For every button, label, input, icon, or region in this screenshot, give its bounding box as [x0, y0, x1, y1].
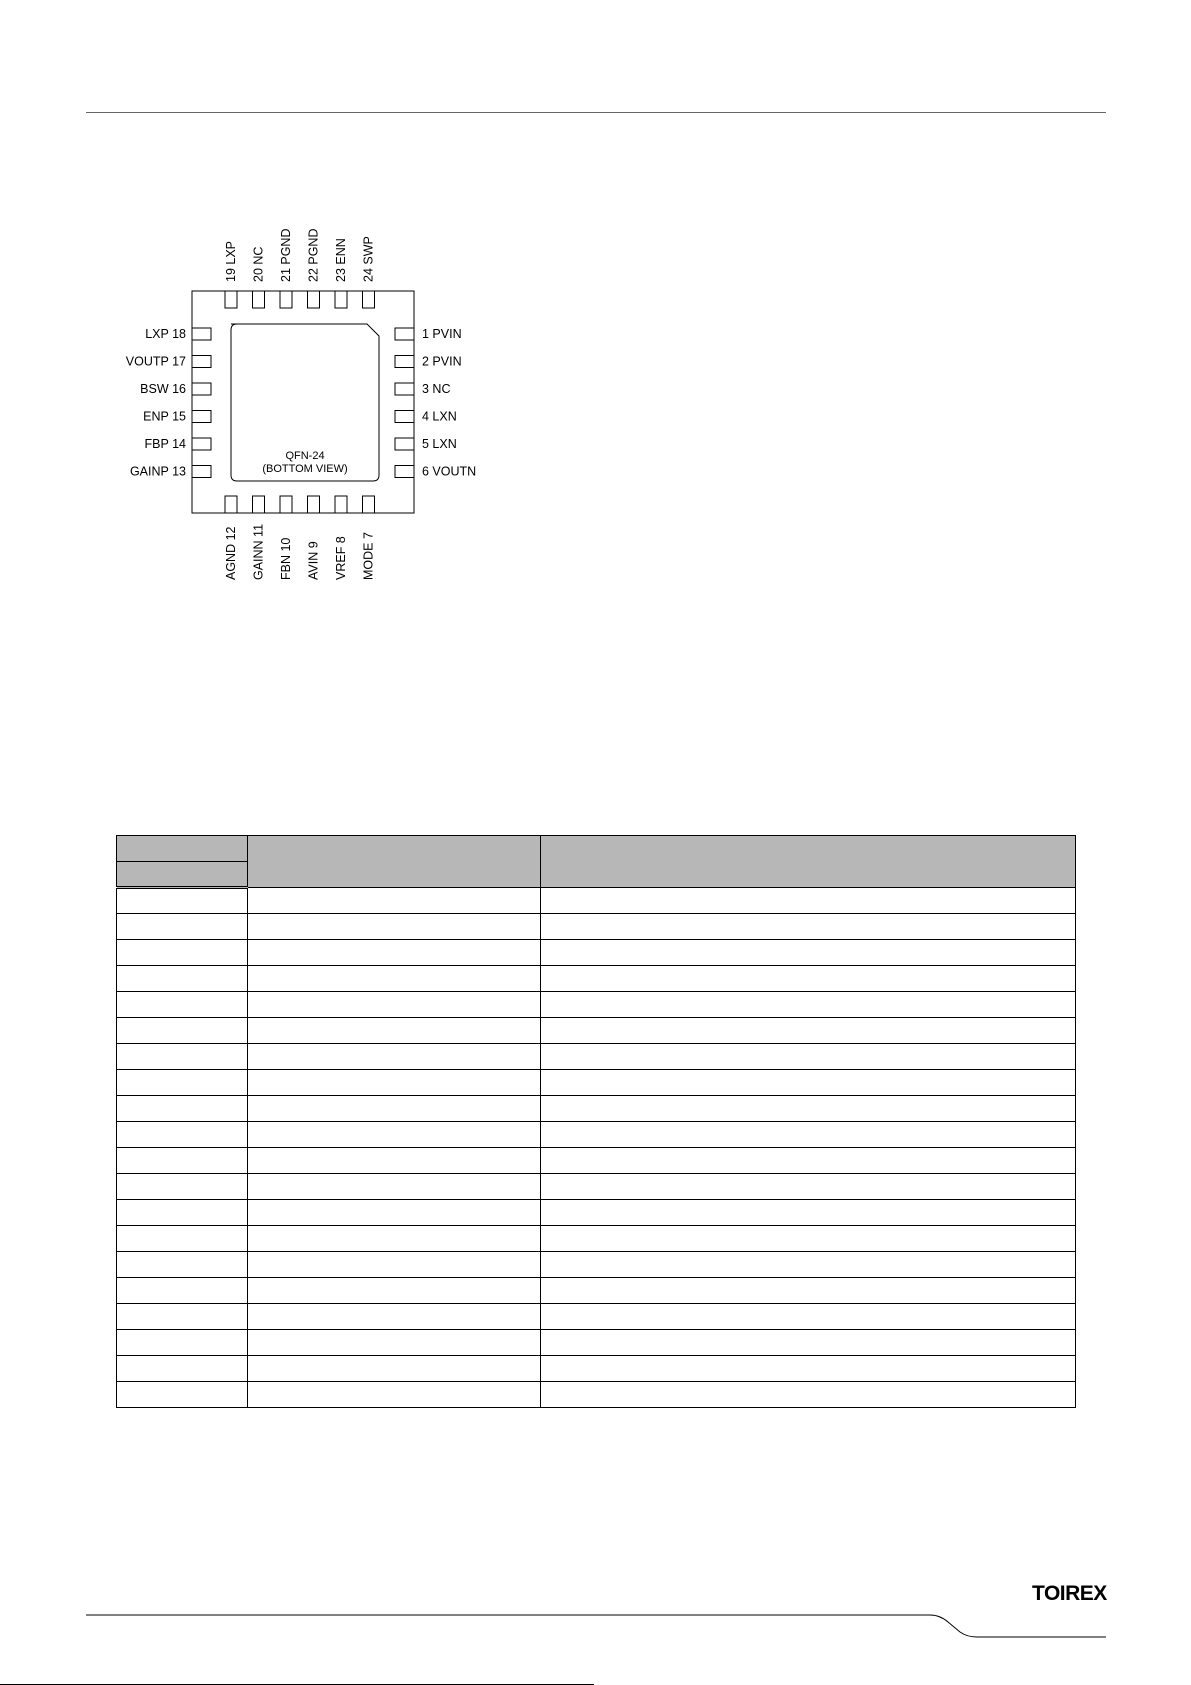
pin-label-top: 24 SWP	[361, 236, 376, 282]
pin-label-top: 23 ENN	[334, 238, 348, 282]
pin-label-bottom: VREF 8	[334, 536, 348, 580]
pin-label-left: ENP 15	[143, 409, 186, 424]
pin-label-right: 2 PVIN	[422, 354, 462, 369]
pin-label-right: 4 LXN	[422, 409, 457, 424]
pin-label-right: 1 PVIN	[422, 327, 462, 341]
torex-logo: TOIREX	[1032, 1582, 1107, 1605]
pin-label-bottom: MODE 7	[361, 532, 376, 580]
pin-label-top: 19 LXP	[224, 240, 238, 282]
pin-label-right: 5 LXN	[422, 437, 457, 451]
pin-label-right: 3 NC	[422, 382, 451, 396]
pin-label-left: LXP 18	[145, 327, 186, 341]
pin-label-top: 20 NC	[251, 246, 266, 282]
pin-label-bottom: AGND 12	[224, 526, 238, 580]
pin-label-bottom: FBN 10	[279, 537, 293, 580]
pin-label-left: GAINP 13	[129, 464, 186, 479]
pin-label-bottom: AVIN 9	[306, 541, 321, 580]
pin-label-right: 6 VOUTN	[422, 464, 477, 479]
pin-label-left: FBP 14	[144, 437, 186, 451]
pin-label-bottom: GAINN 11	[251, 523, 266, 580]
package-view: (BOTTOM VIEW)	[262, 463, 348, 475]
pin-label-top: 22 PGND	[306, 228, 321, 282]
pin-label-left: VOUTP 17	[125, 354, 186, 369]
pin-label-top: 21 PGND	[279, 228, 293, 282]
package-name: QFN-24	[285, 450, 325, 462]
pin-label-left: BSW 16	[140, 382, 186, 396]
